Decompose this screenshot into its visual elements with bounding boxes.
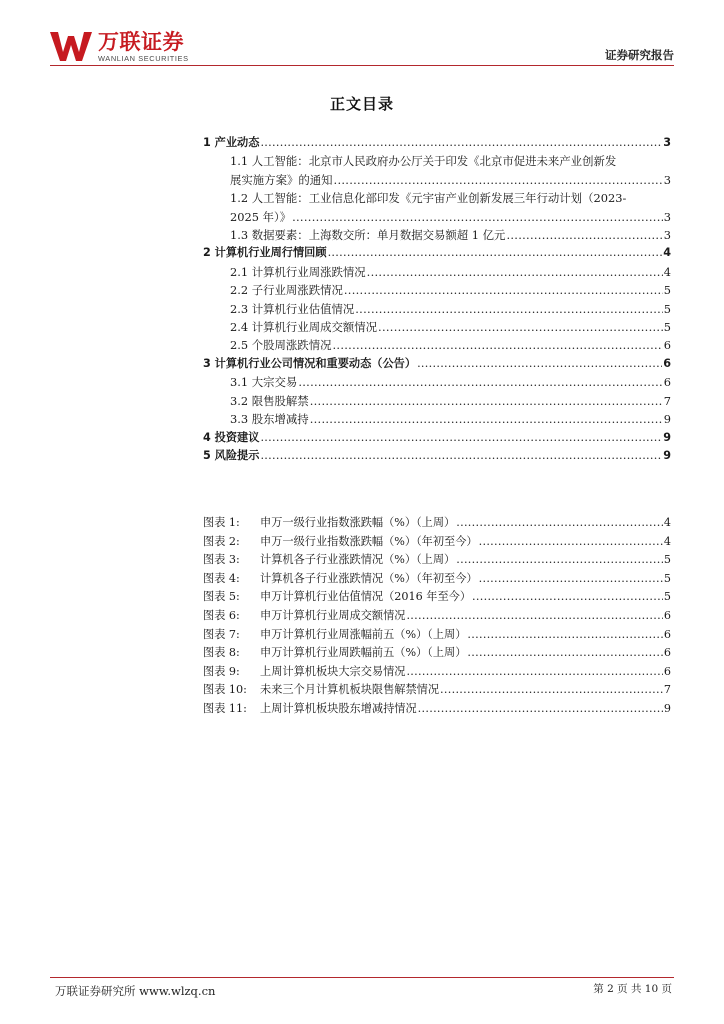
figure-entry[interactable] (203, 570, 671, 589)
toc-leader-dots (310, 392, 663, 410)
figure-leader-dots (440, 681, 663, 700)
logo-english-name: WANLIAN SECURITIES (98, 54, 189, 63)
figure-entry[interactable] (203, 626, 671, 645)
figure-page-number: 9 (663, 701, 671, 715)
figure-label: 图表 9: (203, 664, 240, 678)
figure-entry[interactable] (203, 551, 671, 570)
toc-leader-dots (310, 410, 663, 428)
figure-leader-dots (406, 607, 662, 626)
figure-title: 申万一级行业指数涨跌幅（%）（上周） (260, 516, 456, 529)
footer-institute: 万联证券研究所 www.wlzq.cn (55, 984, 216, 998)
toc-leader-dots (260, 134, 662, 152)
figure-leader-dots (479, 570, 663, 589)
toc-entry[interactable] (203, 300, 671, 318)
toc-page-number: 3 (663, 228, 671, 243)
toc-section[interactable] (203, 355, 671, 373)
toc-entry[interactable] (203, 410, 671, 428)
wanlian-logo-icon (50, 30, 92, 62)
toc-leader-dots (355, 300, 662, 318)
figure-list (203, 514, 671, 719)
toc-entry-label: 2.2 子行业周涨跌情况 (230, 283, 343, 298)
toc-page-number: 6 (663, 356, 671, 370)
toc-leader-dots (298, 373, 662, 391)
toc-leader-dots (367, 263, 663, 281)
toc-entry-label: 4 投资建议 (203, 430, 260, 444)
toc-leader-dots (292, 208, 663, 226)
figure-page-number: 6 (663, 627, 671, 641)
toc-entry-label: 1.1 人工智能：北京市人民政府办公厅关于印发《北京市促进未来产业创新发 (230, 154, 617, 169)
figure-entry[interactable] (203, 663, 671, 682)
figure-page-number: 5 (663, 590, 671, 604)
figure-title: 未来三个月计算机板块限售解禁情况 (260, 683, 440, 697)
figure-page-number: 6 (663, 664, 671, 678)
figure-entry[interactable] (203, 533, 671, 552)
figure-leader-dots (479, 533, 663, 552)
figure-title: 申万计算机行业估值情况（2016 年至今） (260, 590, 472, 604)
toc-entry-label: 3.1 大宗交易 (230, 375, 298, 390)
toc-entry-label: 1.2 人工智能：工业信息化部印发《元宇宙产业创新发展三年行动计划（2023- (230, 191, 627, 206)
toc-leader-dots (506, 226, 662, 244)
toc-entry-label: 3.3 股东增减持 (230, 412, 309, 427)
toc-page-number: 9 (663, 448, 671, 462)
table-of-contents (203, 134, 671, 465)
toc-entry[interactable] (203, 263, 671, 281)
toc-entry-label: 5 风险提示 (203, 448, 260, 462)
figure-label: 图表 6: (203, 608, 240, 622)
figure-title: 申万一级行业指数涨跌幅（%）（年初至今） (260, 534, 478, 548)
figure-page-number: 7 (663, 683, 671, 697)
toc-entry-label: 2 计算机行业周行情回顾 (203, 246, 327, 260)
toc-entry-label: 3.2 限售股解禁 (230, 393, 309, 408)
toc-entry-continuation[interactable] (203, 171, 671, 189)
toc-page-number: 5 (663, 283, 671, 298)
toc-entry-label-cont: 展实施方案》的通知 (230, 172, 333, 187)
figure-title: 上周计算机板块股东增减持情况 (260, 701, 417, 715)
figure-title: 申万计算机行业周跌幅前五（%）（上周） (260, 646, 467, 660)
figure-page-number: 4 (663, 534, 671, 548)
figure-entry[interactable] (203, 514, 671, 533)
toc-page-number: 3 (663, 172, 671, 187)
toc-leader-dots (378, 318, 663, 336)
figure-leader-dots (472, 588, 663, 607)
logo-chinese-name: 万联证券 (98, 30, 184, 54)
toc-title: 正文目录 (329, 95, 394, 113)
report-type-label: 证券研究报告 (605, 48, 674, 62)
toc-leader-dots (417, 355, 662, 373)
toc-leader-dots (328, 244, 663, 262)
figure-entry[interactable] (203, 700, 671, 719)
toc-leader-dots (344, 281, 663, 299)
footer-page-number: 第 2 页 共 10 页 (593, 983, 672, 995)
figure-label: 图表 2: (203, 534, 240, 548)
figure-label: 图表 3: (203, 553, 240, 567)
figure-leader-dots (406, 663, 662, 682)
figure-leader-dots (456, 551, 663, 570)
toc-leader-dots (260, 447, 662, 465)
figure-label: 图表 1: (203, 516, 240, 529)
toc-section[interactable] (203, 134, 671, 152)
figure-entry[interactable] (203, 607, 671, 626)
toc-page-number: 5 (663, 301, 671, 316)
toc-entry[interactable] (203, 336, 671, 354)
figure-title: 申万计算机行业周涨幅前五（%）（上周） (260, 627, 467, 641)
figure-leader-dots (456, 514, 663, 533)
figure-title: 申万计算机行业周成交额情况 (260, 608, 406, 622)
toc-page-number: 6 (663, 375, 671, 390)
figure-page-number: 4 (663, 516, 671, 529)
figure-label: 图表 5: (203, 590, 240, 604)
figure-label: 图表 10: (203, 683, 247, 697)
company-logo (50, 30, 189, 66)
toc-page-number: 9 (663, 412, 671, 427)
toc-page-number: 3 (663, 209, 671, 224)
toc-leader-dots (260, 429, 662, 447)
toc-entry-continuation[interactable] (203, 208, 671, 226)
figure-page-number: 6 (663, 608, 671, 622)
header-divider (50, 65, 674, 66)
toc-section[interactable] (203, 447, 671, 465)
toc-entry-label: 2.4 计算机行业周成交额情况 (230, 320, 378, 335)
toc-entry[interactable] (203, 392, 671, 410)
figure-page-number: 5 (663, 553, 671, 567)
toc-entry[interactable] (203, 152, 671, 170)
figure-leader-dots (467, 626, 662, 645)
toc-page-number: 4 (663, 246, 671, 260)
figure-title: 上周计算机板块大宗交易情况 (260, 664, 406, 678)
figure-title: 计算机各子行业涨跌情况（%）（上周） (260, 553, 456, 567)
figure-entry[interactable] (203, 644, 671, 663)
toc-section[interactable] (203, 244, 671, 262)
figure-label: 图表 7: (203, 627, 240, 641)
toc-entry-label: 1.3 数据要素：上海数交所：单月数据交易额超 1 亿元 (230, 228, 506, 243)
toc-entry[interactable] (203, 226, 671, 244)
figure-page-number: 6 (663, 646, 671, 660)
toc-section[interactable] (203, 429, 671, 447)
toc-page-number: 9 (663, 430, 671, 444)
toc-page-number: 6 (663, 338, 671, 353)
toc-entry[interactable] (203, 318, 671, 336)
toc-entry-label: 2.5 个股周涨跌情况 (230, 338, 332, 353)
figure-label: 图表 8: (203, 646, 240, 660)
toc-leader-dots (332, 336, 662, 354)
toc-page-number: 5 (663, 320, 671, 335)
toc-leader-dots (334, 171, 663, 189)
toc-entry-label-cont: 2025 年）》 (230, 209, 292, 224)
figure-title: 计算机各子行业涨跌情况（%）（年初至今） (260, 571, 478, 585)
toc-entry[interactable] (203, 373, 671, 391)
toc-entry[interactable] (203, 189, 671, 207)
figure-leader-dots (418, 700, 663, 719)
figure-label: 图表 11: (203, 701, 247, 715)
toc-entry-label: 2.1 计算机行业周涨跌情况 (230, 264, 366, 279)
figure-page-number: 5 (663, 571, 671, 585)
figure-leader-dots (467, 644, 662, 663)
figure-entry[interactable] (203, 681, 671, 700)
figure-entry[interactable] (203, 588, 671, 607)
footer-divider (50, 977, 674, 978)
toc-entry[interactable] (203, 281, 671, 299)
figure-label: 图表 4: (203, 571, 240, 585)
toc-page-number: 3 (663, 136, 671, 149)
toc-entry-label: 3 计算机行业公司情况和重要动态（公告） (203, 356, 417, 370)
toc-page-number: 4 (663, 264, 671, 279)
page-header (50, 30, 674, 66)
toc-page-number: 7 (663, 393, 671, 408)
toc-entry-label: 1 产业动态 (203, 136, 260, 149)
toc-entry-label: 2.3 计算机行业估值情况 (230, 301, 355, 316)
